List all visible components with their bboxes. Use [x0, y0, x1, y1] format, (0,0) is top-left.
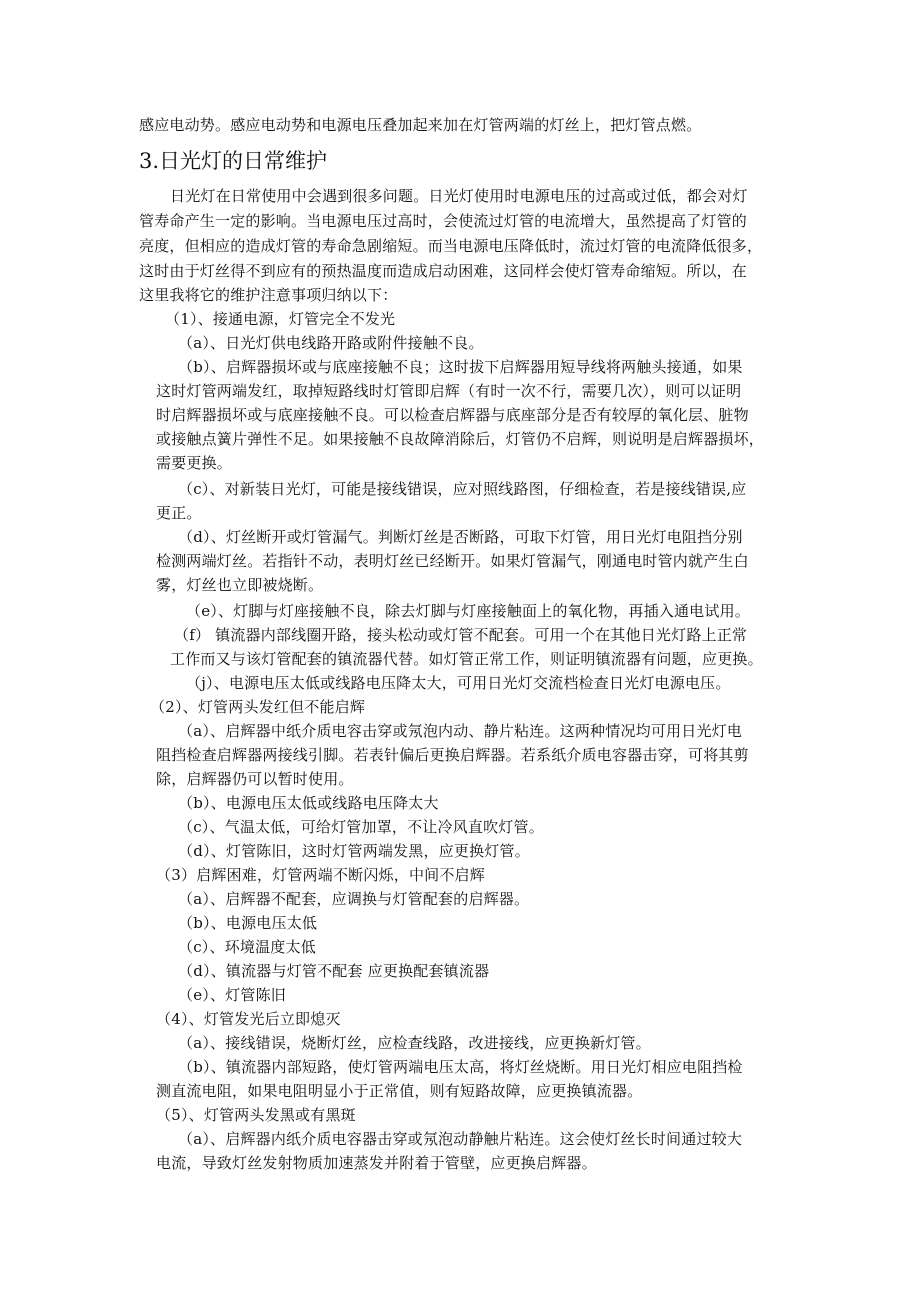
item-1f-line-2: 工作而又与该灯管配套的镇流器代替。如灯管正常工作，则证明镇流器有问题，应更换。 [170, 650, 763, 668]
item-2a-line-2: 阻挡检查启辉器两接线引脚。若表针偏后更换启辉器。若系纸介质电容器击穿，可将其剪 [156, 746, 749, 764]
item-1b-line-2: 这时灯管两端发红，取掉短路线时灯管即启辉（有时一次不行，需要几次），则可以证明 [156, 382, 742, 400]
item-1d-line-3: 雾，灯丝也立即被烧断。 [156, 576, 324, 594]
item-3d: （d）、镇流器与灯管不配套 应更换配套镇流器 [178, 962, 490, 980]
intro-line-2: 管寿命产生一定的影响。当电源电压过高时，会使流过灯管的电流增大，虽然提高了灯管的 [139, 212, 748, 230]
item-1-title: （1）、接通电源，灯管完全不发光 [165, 310, 396, 328]
intro-tail-line: 感应电动势。感应电动势和电源电压叠加起来加在灯管两端的灯丝上，把灯管点燃。 [139, 116, 702, 134]
item-1f-line-1: （f） 镇流器内部线圈开路，接头松动或灯管不配套。可用一个在其他日光灯路上正常 [174, 626, 748, 644]
item-2c: （c）、气温太低，可给灯管加罩，不让冷风直吹灯管。 [178, 818, 544, 836]
intro-line-4: 这时由于灯丝得不到应有的预热温度而造成启动困难，这同样会使灯管寿命缩短。所以，在 [139, 262, 748, 280]
item-4b-line-1: （b）、镇流器内部短路，使灯管两端电压太高，将灯丝烧断。用日光灯相应电阻挡检 [178, 1058, 743, 1076]
item-3e: （e）、灯管陈旧 [178, 986, 286, 1004]
item-2b: （b）、电源电压太低或线路电压降太大 [178, 794, 439, 812]
item-5a-line-1: （a）、启辉器内纸介质电容器击穿或氖泡动静触片粘连。这会使灯丝长时间通过较大 [178, 1130, 743, 1148]
item-4a: （a）、接线错误，烧断灯丝，应检查线路，改进接线，应更换新灯管。 [178, 1034, 651, 1052]
item-1b-line-4: 或接触点簧片弹性不足。如果接触不良故障消除后，灯管仍不启辉，则说明是启辉器损坏， [156, 430, 765, 448]
intro-line-1: 日光灯在日常使用中会遇到很多问题。日光灯使用时电源电压的过高或过低，都会对灯 [170, 187, 748, 205]
section-title: 3.日光灯的日常维护 [139, 149, 328, 173]
intro-line-5: 这里我将它的维护注意事项归纳以下： [139, 286, 398, 304]
item-4b-line-2: 测直流电阻，如果电阻明显小于正常值，则有短路故障，应更换镇流器。 [156, 1082, 643, 1100]
item-3b: （b）、电源电压太低 [178, 914, 318, 932]
item-1b-line-1: （b）、启辉器损坏或与底座接触不良；这时拔下启辉器用短导线将两触头接通，如果 [178, 358, 743, 376]
item-2a-line-3: 除，启辉器仍可以暂时使用。 [156, 770, 354, 788]
item-1a: （a）、日光灯供电线路开路或附件接触不良。 [178, 334, 484, 352]
item-2-title: （2）、灯管两头发红但不能启辉 [150, 698, 366, 716]
item-1d-line-2: 检测两端灯丝。若指针不动，表明灯丝已经断开。如果灯管漏气，刚通电时管内就产生白 [156, 552, 749, 570]
item-2a-line-1: （a）、启辉器中纸介质电容击穿或氖泡内动、静片粘连。这两种情况均可用日光灯电 [178, 722, 743, 740]
item-2d: （d）、灯管陈旧，这时灯管两端发黑，应更换灯管。 [178, 842, 530, 860]
item-1j: （j）、电源电压太低或线路电压降太大，可用日光灯交流档检查日光灯电源电压。 [186, 674, 731, 692]
item-1c-line-2: 更正。 [156, 504, 202, 522]
item-5-title: （5）、灯管两头发黑或有黑斑 [156, 1106, 356, 1124]
intro-line-3: 亮度，但相应的造成灯管的寿命急剧缩短。而当电源电压降低时，流过灯管的电流降低很多， [139, 237, 763, 255]
item-1b-line-5: 需要更换。 [156, 454, 233, 472]
item-4-title: （4）、灯管发光后立即熄灭 [156, 1010, 341, 1028]
item-1c-line-1: （c）、对新装日光灯，可能是接线错误，应对照线路图，仔细检查，若是接线错误,应 [178, 480, 747, 498]
item-1b-line-3: 时启辉器损坏或与底座接触不良。可以检查启辉器与底座部分是否有较厚的氧化层、脏物 [156, 406, 749, 424]
item-3c: （c）、环境温度太低 [178, 938, 316, 956]
item-3-title: （3）启辉困难，灯管两端不断闪烁，中间不启辉 [156, 866, 485, 884]
item-3a: （a）、启辉器不配套，应调换与灯管配套的启辉器。 [178, 890, 530, 908]
item-1d-line-1: （d）、灯丝断开或灯管漏气。判断灯丝是否断路，可取下灯管，用日光灯电阻挡分别 [178, 528, 743, 546]
item-5a-line-2: 电流，导致灯丝发射物质加速蒸发并附着于管壁，应更换启辉器。 [156, 1154, 597, 1172]
item-1e: （e）、灯脚与灯座接触不良，除去灯脚与灯座接触面上的氧化物，再插入通电试用。 [186, 602, 750, 620]
